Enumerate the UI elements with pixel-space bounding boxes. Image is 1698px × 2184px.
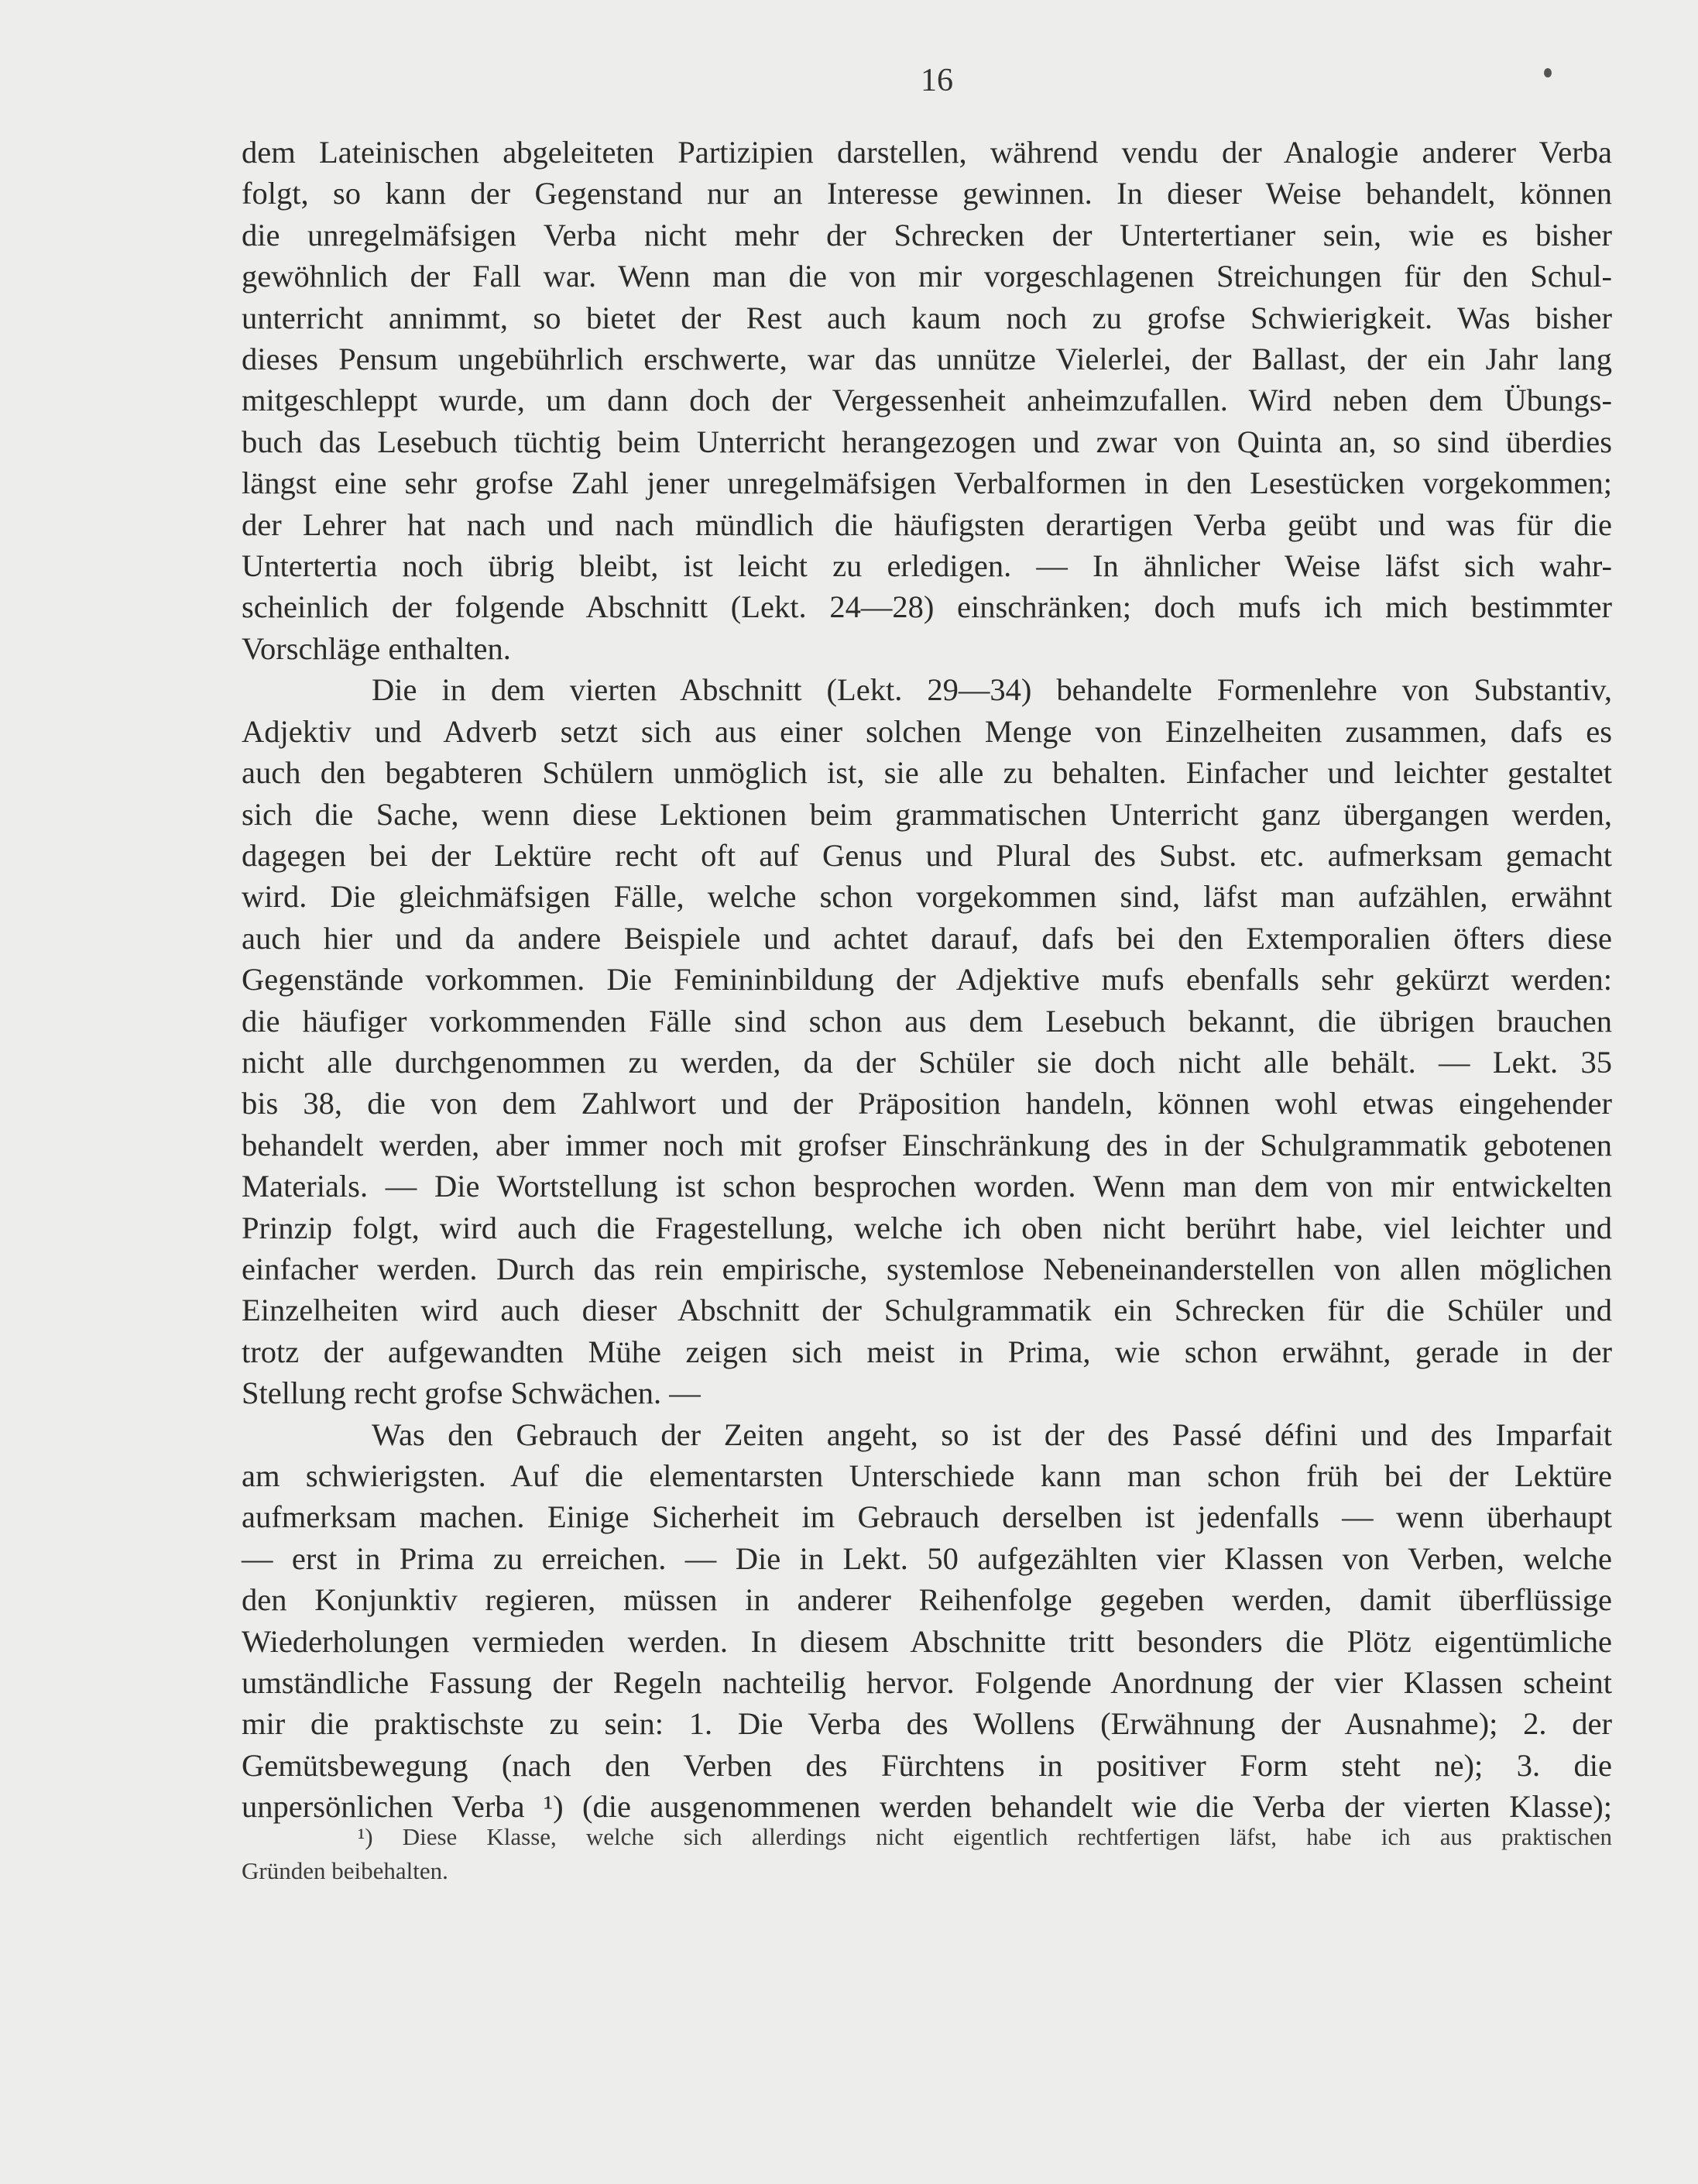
text-line: unpersönlichen Verba ¹) (die ausgenommenen werden behandelt wie die Verba der vierten Klasse);: [242, 1789, 1612, 1825]
text-line: die häufiger vorkommenden Fälle sind schon aus dem Lesebuch bekannt, die übrigen brauchen: [242, 1003, 1612, 1039]
text-line: Vorschläge enthalten.: [242, 630, 511, 666]
text-line: buch das Lesebuch tüchtig beim Unterricht herangezogen und zwar von Quinta an, so sind überdies: [242, 424, 1612, 459]
text-line: mitgeschleppt wurde, um dann doch der Vergessenheit anheimzufallen. Wird neben dem Übungs-: [242, 383, 1612, 418]
text-line: einfacher werden. Durch das rein empirische, systemlose Nebeneinanderstellen von allen möglichen: [242, 1251, 1612, 1286]
body-text: [242, 132, 1612, 1828]
text-line: mir die praktischste zu sein: 1. Die Verba des Wollens (Erwähnung der Ausnahme); 2. der: [242, 1706, 1612, 1742]
text-line: Stellung recht grofse Schwächen. —: [242, 1375, 701, 1411]
text-line: trotz der aufgewandten Mühe zeigen sich meist in Prima, wie schon erwähnt, gerade in der: [242, 1334, 1612, 1369]
text-line: unterricht annimmt, so bietet der Rest auch kaum noch zu grofse Schwierigkeit. Was bisher: [242, 300, 1612, 335]
text-line: scheinlich der folgende Abschnitt (Lekt. 24—28) einschränken; doch mufs ich mich bestimmter: [242, 589, 1612, 625]
text-line: bis 38, die von dem Zahlwort und der Präposition handeln, können wohl etwas eingehender: [242, 1086, 1612, 1121]
text-line: die unregelmäfsigen Verba nicht mehr der Schrecken der Untertertianer sein, wie es bisher: [242, 217, 1612, 252]
text-line: aufmerksam machen. Einige Sicherheit im Gebrauch derselben ist jedenfalls — wenn überhaupt: [242, 1499, 1612, 1535]
text-line: folgt, so kann der Gegenstand nur an Interesse gewinnen. In dieser Weise behandelt, können: [242, 176, 1612, 211]
text-line: der Lehrer hat nach und nach mündlich die häufigsten derartigen Verba geübt und was für die: [242, 507, 1612, 542]
text-line: Prinzip folgt, wird auch die Fragestellung, welche ich oben nicht berührt habe, viel leichter und: [242, 1210, 1612, 1245]
text-line: Wiederholungen vermieden werden. In diesem Abschnitte tritt besonders die Plötz eigentümliche: [242, 1623, 1612, 1659]
text-line: Materials. — Die Wortstellung ist schon besprochen worden. Wenn man dem von mir entwickelten: [242, 1169, 1612, 1204]
footnote-line: Gründen beibehalten.: [242, 1857, 448, 1884]
text-line: Gemütsbewegung (nach den Verben des Fürchtens in positiver Form steht ne); 3. die: [242, 1747, 1612, 1783]
text-line: auch den begabteren Schülern unmöglich ist, sie alle zu behalten. Einfacher und leichter gestaltet: [242, 755, 1612, 791]
text-line: dagegen bei der Lektüre recht oft auf Genus und Plural des Subst. etc. aufmerksam gemacht: [242, 837, 1612, 873]
text-line: nicht alle durchgenommen zu werden, da der Schüler sie doch nicht alle behält. — Lekt. 35: [242, 1044, 1612, 1080]
text-line: umständliche Fassung der Regeln nachteilig hervor. Folgende Anordnung der vier Klassen scheint: [242, 1665, 1612, 1701]
footnote-line: ¹) Diese Klasse, welche sich allerdings nicht eigentlich rechtfertigen läfst, habe ich aus praktischen: [358, 1823, 1612, 1850]
text-line: Was den Gebrauch der Zeiten angeht, so ist der des Passé défini und des Imparfait: [372, 1417, 1612, 1452]
text-line: Untertertia noch übrig bleibt, ist leicht zu erledigen. — In ähnlicher Weise läfst sich wahr-: [242, 548, 1612, 584]
text-line: wird. Die gleichmäfsigen Fälle, welche schon vorgekommen sind, läfst man aufzählen, erwähnt: [242, 879, 1612, 915]
text-line: — erst in Prima zu erreichen. — Die in Lekt. 50 aufgezählten vier Klassen von Verben, welche: [242, 1540, 1612, 1576]
text-line: Die in dem vierten Abschnitt (Lekt. 29—34) behandelte Formenlehre von Substantiv,: [372, 672, 1612, 708]
text-line: gewöhnlich der Fall war. Wenn man die von mir vorgeschlagenen Streichungen für den Schul-: [242, 259, 1612, 294]
text-line: Einzelheiten wird auch dieser Abschnitt der Schulgrammatik ein Schrecken für die Schüler und: [242, 1293, 1612, 1328]
text-line: Gegenstände vorkommen. Die Femininbildung der Adjektive mufs ebenfalls sehr gekürzt werden:: [242, 962, 1612, 998]
page-number: 16: [921, 63, 953, 98]
text-line: den Konjunktiv regieren, müssen in anderer Reihenfolge gegeben werden, damit überflüssige: [242, 1582, 1612, 1618]
text-line: auch hier und da andere Beispiele und achtet darauf, dafs bei den Extemporalien öfters diese: [242, 920, 1612, 956]
text-line: behandelt werden, aber immer noch mit grofser Einschränkung des in der Schulgrammatik gebotenen: [242, 1127, 1612, 1162]
text-line: Adjektiv und Adverb setzt sich aus einer solchen Menge von Einzelheiten zusammen, dafs es: [242, 713, 1612, 749]
text-line: längst eine sehr grofse Zahl jener unregelmäfsigen Verbalformen in den Lesestücken vorgekommen;: [242, 465, 1612, 501]
text-line: dem Lateinischen abgeleiteten Partizipien darstellen, während vendu der Analogie anderer Verba: [242, 135, 1612, 170]
text-line: dieses Pensum ungebührlich erschwerte, war das unnütze Vielerlei, der Ballast, der ein Jahr lang: [242, 342, 1612, 377]
text-line: am schwierigsten. Auf die elementarsten Unterschiede kann man schon früh bei der Lektüre: [242, 1458, 1612, 1493]
text-line: sich die Sache, wenn diese Lektionen beim grammatischen Unterricht ganz übergangen werden,: [242, 796, 1612, 832]
ink-speck: [1544, 68, 1552, 77]
footnote: [242, 1820, 1612, 1888]
